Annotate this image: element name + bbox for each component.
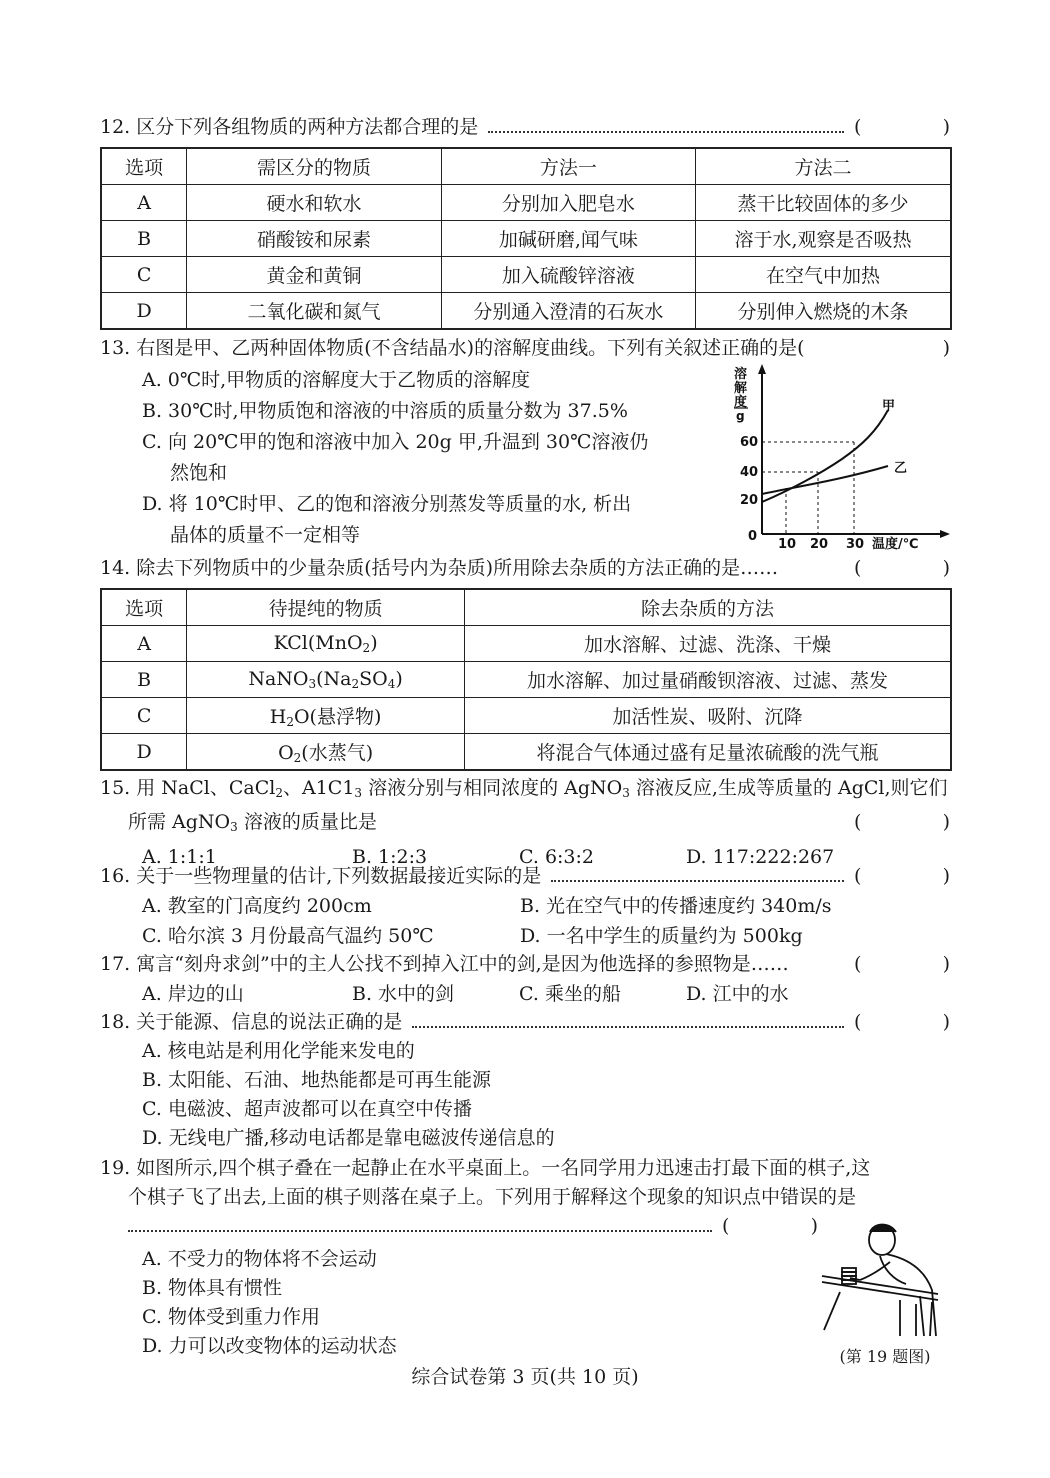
option-d[interactable]: D. 江中的水 — [686, 983, 789, 1005]
svg-text:60: 60 — [740, 435, 759, 450]
option-d[interactable]: D. 117:222:267 — [686, 846, 835, 868]
leader-dots — [551, 879, 844, 882]
question-18 — [100, 1008, 950, 1153]
question-15-stem-line2: 所需 AgNO$_3$ 溶液的质量比是 ( ) — [100, 808, 950, 842]
option-d-cont: 晶体的质量不一定相等 — [170, 524, 361, 546]
svg-text:20: 20 — [810, 537, 829, 552]
solubility-curve-graph — [730, 362, 955, 552]
option-d[interactable]: D. 将 10℃时甲、乙的饱和溶液分别蒸发等质量的水, 析出 — [142, 493, 632, 515]
question-15 — [100, 774, 950, 872]
question-12-stem: 12. 区分下列各组物质的两种方法都合理的是 ( ) — [100, 113, 950, 142]
curve-jia — [762, 410, 888, 502]
option-c-cont: 然饱和 — [170, 462, 228, 484]
svg-text:温度/℃: 温度/℃ — [872, 537, 919, 552]
svg-text:解: 解 — [734, 381, 748, 396]
table-row: C $H_2O$(悬浮物) 加活性炭、吸附、沉降 — [101, 698, 951, 734]
svg-text:甲: 甲 — [882, 399, 896, 414]
svg-text:0: 0 — [748, 529, 758, 544]
leader-dots — [488, 130, 844, 133]
question-14-stem: 14. 除去下列物质中的少量杂质(括号内为杂质)所用除去杂质的方法正确的是…… ( ) — [100, 554, 950, 583]
leader-dots — [128, 1229, 712, 1232]
option-c[interactable]: C. 6:3:2 — [519, 846, 595, 868]
svg-text:20: 20 — [740, 493, 759, 508]
table-header-row: 选项 待提纯的物质 除去杂质的方法 — [101, 589, 951, 626]
option-d[interactable]: D. 力可以改变物体的运动状态 — [142, 1335, 397, 1357]
option-a[interactable]: A. 岸边的山 — [142, 983, 244, 1005]
page-footer: 综合试卷第 3 页(共 10 页) — [411, 1366, 639, 1388]
option-b[interactable]: B. 1:2:3 — [352, 846, 428, 868]
answer-blank[interactable]: ( ) — [854, 1011, 950, 1033]
option-b[interactable]: B. 光在空气中的传播速度约 340m/s — [520, 895, 832, 917]
option-c[interactable]: C. 向 20℃甲的饱和溶液中加入 20g 甲,升温到 30℃溶液仍 — [142, 431, 649, 453]
svg-text:度: 度 — [734, 395, 748, 410]
svg-text:10: 10 — [778, 537, 797, 552]
question-14 — [100, 554, 950, 771]
table-row: D $O_2$(水蒸气) 将混合气体通过盛有足量浓硫酸的洗气瓶 — [101, 734, 951, 771]
answer-blank[interactable]: ( ) — [722, 1215, 818, 1237]
answer-blank[interactable]: ( ) — [854, 116, 950, 138]
answer-blank[interactable]: ) — [942, 337, 950, 359]
svg-text:g: g — [736, 409, 745, 423]
table-header-row: 选项 需区分的物质 方法一 方法二 — [101, 148, 951, 185]
option-c[interactable]: C. 电磁波、超声波都可以在真空中传播 — [142, 1098, 472, 1120]
question-12-table — [100, 147, 952, 330]
question-17 — [100, 950, 950, 1009]
question-19: 19. 如图所示,四个棋子叠在一起静止在水平桌面上。一名同学用力迅速击打最下面的棋子,这 个棋子飞了出去,上面的棋子则落在桌子上。下列用于解释这个现象的知识点中错误的是 ( ) A. 不受力的物体将不会运动 B. 物体具有惯性 C. 物体受到重力作用 D. 力可以改变物体的运动状态 — [100, 1154, 950, 1361]
leader-dots — [412, 1025, 844, 1028]
option-c[interactable]: C. 乘坐的船 — [519, 983, 621, 1005]
option-a[interactable]: A. 1:1:1 — [142, 846, 217, 868]
answer-blank[interactable]: ( ) — [854, 811, 950, 833]
option-b[interactable]: B. 太阳能、石油、地热能都是可再生能源 — [142, 1069, 492, 1091]
svg-text:乙: 乙 — [894, 461, 908, 476]
y-axis-label-1: 溶 — [734, 367, 748, 382]
table-row: B $NaNO_3(Na_2SO_4)$ 加水溶解、加过量硝酸钡溶液、过滤、蒸发 — [101, 662, 951, 698]
question-16-stem: 16. 关于一些物理量的估计,下列数据最接近实际的是 ( ) — [100, 862, 950, 891]
question-17-options — [100, 979, 950, 1009]
question-14-table — [100, 588, 952, 771]
table-row: D 二氧化碳和氮气 分别通入澄清的石灰水 分别伸入燃烧的木条 — [101, 293, 951, 330]
table-row: B 硝酸铵和尿素 加碱研磨,闻气味 溶于水,观察是否吸热 — [101, 221, 951, 257]
option-b[interactable]: B. 30℃时,甲物质饱和溶液的中溶质的质量分数为 37.5% — [142, 400, 628, 422]
svg-text:40: 40 — [740, 465, 759, 480]
question-15-stem: 15. 用 NaCl、CaCl$_2$、$A1C1_3$ 溶液分别与相同浓度的 AgNO$_3$ 溶液反应,生成等质量的 AgCl,则它们 — [100, 777, 948, 800]
option-a[interactable]: A. 教室的门高度约 200cm — [142, 895, 372, 917]
table-row: C 黄金和黄铜 加入硫酸锌溶液 在空气中加热 — [101, 257, 951, 293]
student-hitting-chess-pieces-illustration — [820, 1218, 950, 1342]
svg-text:30: 30 — [846, 537, 865, 552]
option-c[interactable]: C. 物体受到重力作用 — [142, 1306, 320, 1328]
figure-caption: (第 19 题图) — [839, 1347, 931, 1366]
option-a[interactable]: A. 核电站是利用化学能来发电的 — [142, 1040, 415, 1062]
option-a[interactable]: A. 不受力的物体将不会运动 — [142, 1248, 377, 1270]
answer-blank[interactable]: ( ) — [854, 557, 950, 579]
option-d[interactable]: D. 无线电广播,移动电话都是靠电磁波传递信息的 — [142, 1127, 555, 1149]
option-d[interactable]: D. 一名中学生的质量约为 500kg — [520, 925, 803, 947]
question-18-stem: 18. 关于能源、信息的说法正确的是 ( ) — [100, 1008, 950, 1037]
question-19-stem: 19. 如图所示,四个棋子叠在一起静止在水平桌面上。一名同学用力迅速击打最下面的棋子,这 — [100, 1157, 871, 1179]
option-b[interactable]: B. 物体具有惯性 — [142, 1277, 283, 1299]
option-b[interactable]: B. 水中的剑 — [352, 983, 455, 1005]
table-row: A KCl(MnO$_2$) 加水溶解、过滤、洗涤、干燥 — [101, 626, 951, 662]
answer-blank[interactable]: ( ) — [854, 953, 950, 975]
answer-blank[interactable]: ( ) — [854, 865, 950, 887]
question-12 — [100, 113, 950, 330]
option-c[interactable]: C. 哈尔滨 3 月份最高气温约 50℃ — [142, 925, 434, 947]
question-17-stem: 17. 寓言“刻舟求剑”中的主人公找不到掉入江中的剑,是因为他选择的参照物是…… ( ) — [100, 950, 950, 979]
table-row: A 硬水和软水 分别加入肥皂水 蒸干比较固体的多少 — [101, 185, 951, 221]
question-13-stem: 13. 右图是甲、乙两种固体物质(不含结晶水)的溶解度曲线。下列有关叙述正确的是( ) — [100, 334, 950, 363]
option-a[interactable]: A. 0℃时,甲物质的溶解度大于乙物质的溶解度 — [142, 369, 531, 391]
question-16 — [100, 862, 950, 951]
